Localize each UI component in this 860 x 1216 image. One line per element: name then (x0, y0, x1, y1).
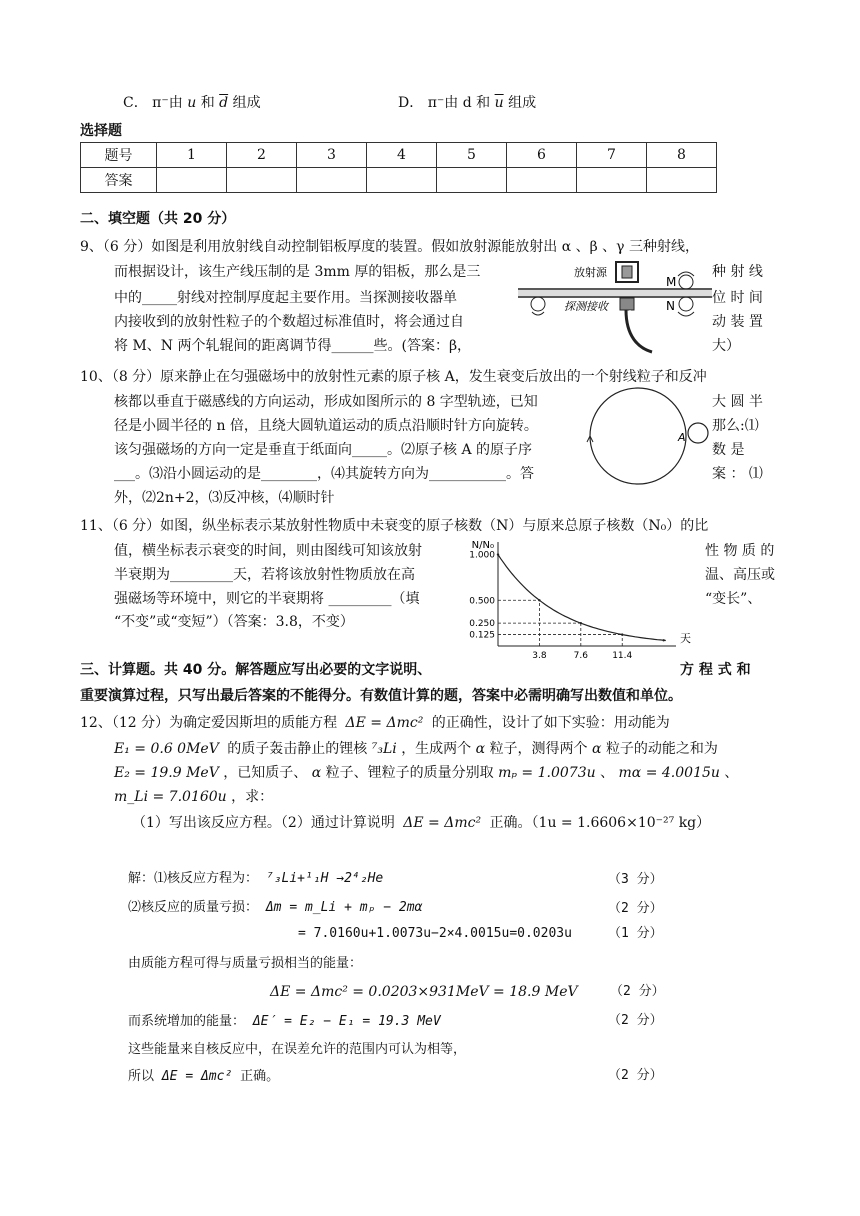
sol-s8eq: ΔE = Δmc² (161, 1069, 233, 1084)
q11-line3: 半衰期为_________天，若将该放射性物质放在高 (114, 567, 415, 583)
solution-line1 (128, 868, 383, 890)
q9-line3-right: 位 时 间 (712, 290, 763, 306)
sol-s1-points: （3 分） (608, 872, 663, 887)
sol-s2-points: （2 分） (608, 901, 663, 916)
q9-line2-right: 种 射 线 (712, 264, 763, 280)
section3-line1: 三、计算题。共 40 分。解答题应写出必要的文字说明、 (80, 662, 432, 678)
q12-l5b: 正确。（1u = 1.6606×10⁻²⁷ kg） (489, 815, 711, 831)
q10-line3-right: 那么:⑴ (712, 418, 759, 434)
source-label: 放射源 (574, 266, 607, 279)
x-axis-label: 天 (680, 632, 691, 645)
option-d-q2: $\overline{u}$ (494, 95, 504, 111)
x-tick-label: 3.8 (532, 651, 547, 661)
q12-alpha-1: α (475, 741, 486, 757)
section3-line2: 重要演算过程，只写出最后答案的不能得分。有数值计算的题，答案中必需明确写出数值和单位。 (80, 688, 682, 704)
data-point (580, 622, 582, 624)
sol-s5-points: （2 分） (610, 984, 665, 999)
q12-sep: 、 (600, 765, 615, 781)
q12-ma: mα = 4.0015u (618, 765, 720, 781)
q12-l2e: 粒子的动能之和为 (605, 741, 718, 757)
qnum-5: 5 (437, 143, 507, 168)
answer-cell-7[interactable] (577, 168, 647, 193)
answer-table-answer-row (81, 168, 717, 193)
option-c-q2: $\overline{d}$ (219, 95, 229, 111)
q10-line4: 该匀强磁场的方向一定是垂直于纸面向_____。⑵原子核 A 的原子序 (114, 442, 533, 458)
qnum-4: 4 (367, 143, 437, 168)
answer-table (80, 142, 717, 193)
detector-label: 探测接收 (564, 300, 608, 313)
answer-table-header-row (81, 143, 717, 168)
q12-eq1: ΔE = Δmc² (345, 715, 424, 731)
q12-line5 (132, 812, 710, 834)
sol-s3: = 7.0160u+1.0073u−2×4.0015u=0.0203u (298, 926, 572, 941)
sol-s4: 由质能方程可得与质量亏损相当的能量： (128, 956, 363, 971)
answer-cell-1[interactable] (157, 168, 227, 193)
sol-s8-points: （2 分） (608, 1068, 663, 1083)
x-tick-label: 7.6 (573, 651, 588, 661)
sol-s2a: ⑵核反应的质量亏损： (128, 900, 259, 915)
q12-line1 (80, 712, 670, 734)
sol-s5: ΔE = Δmc² = 0.0203×931MeV = 18.9 MeV (270, 984, 578, 1000)
y-tick-label: 1.000 (469, 550, 495, 561)
q11-line2: 值，横坐标表示衰变的时间，则由图线可知该放射 (114, 543, 422, 559)
solution-line8 (128, 1066, 279, 1088)
option-c-q1: u (187, 95, 197, 111)
rolling-mill-figure (518, 256, 712, 356)
q9-line1: 9、（6 分）如图是利用放射线自动控制铝板厚度的装置。假如放射源能放射出 α 、β 、γ 三种射线， (80, 239, 699, 255)
q11-line4: 强磁场等环境中，则它的半衰期将 _________（填 (114, 591, 420, 607)
sol-s2eq: Δm = m_Li + mₚ − 2mα (265, 900, 423, 915)
qnum-2: 2 (227, 143, 297, 168)
q10-line5-right: 案 ： ⑴ (712, 466, 763, 482)
y-tick-label: 0.125 (469, 630, 495, 641)
answer-cell-4[interactable] (367, 168, 437, 193)
q11-line1: 11、（6 分）如图，纵坐标表示某放射性物质中未衰变的原子核数（N）与原来总原子核数（N₀）的比 (80, 518, 709, 534)
qnum-6: 6 (507, 143, 577, 168)
q10-line2: 核都以垂直于磁感线的方向运动，形成如图所示的 8 字型轨迹，已知 (114, 394, 538, 410)
solution-line2 (128, 897, 422, 919)
q12-alpha-2: α (592, 741, 602, 757)
option-c-post: 组成 (232, 95, 261, 111)
y-tick-label: 0.250 (469, 619, 495, 630)
nucleus-a-label: A (678, 431, 686, 444)
sol-s6eq: ΔE′ = E₂ − E₁ = 19.3 MeV (252, 1014, 441, 1029)
q10-line6: 外，⑵2n+2，⑶反冲核，⑷顺时针 (114, 490, 335, 506)
q12-l1b: 的正确性，设计了如下实验：用动能为 (431, 715, 670, 731)
option-d (398, 93, 536, 113)
qnum-8: 8 (647, 143, 717, 168)
data-point (621, 633, 623, 635)
q12-mli: m_Li = 7.0160u (114, 789, 227, 805)
orbit-figure (582, 384, 710, 488)
q12-mp: mₚ = 1.0073u (498, 765, 596, 781)
answer-cell-5[interactable] (437, 168, 507, 193)
q12-e1: E₁ = 0.6 0MeV (114, 741, 219, 757)
answer-cell-8[interactable] (647, 168, 717, 193)
option-d-post: 组成 (508, 95, 537, 111)
solution-line6 (128, 1011, 441, 1033)
q12-l3c: 粒子、锂粒子的质量分别取 (325, 765, 494, 781)
q9-line4: 内接收到的放射性粒子的个数超过标准值时，将会通过自 (114, 314, 464, 330)
q12-line4 (114, 786, 273, 808)
option-c-pre: π⁻由 (152, 95, 183, 111)
roller-m-label: M (666, 275, 677, 289)
qnum-3: 3 (297, 143, 367, 168)
q10-line4-right: 数 是 (712, 442, 745, 458)
q12-line3 (114, 762, 738, 784)
q9-line5: 将 M、N 两个轧辊间的距离调节得______些。(答案：β， (114, 338, 472, 354)
q12-l3b: ，已知质子、 (223, 765, 308, 781)
option-d-letter: D． (398, 95, 424, 111)
option-c-mid: 和 (200, 95, 215, 111)
sol-s7: 这些能量来自核反应中，在误差允许的范围内可认为相等， (128, 1042, 467, 1057)
q12-l2b: 的质子轰击静止的锂核 (227, 741, 368, 757)
section2-title: 二、填空题（共 20 分） (80, 211, 236, 227)
q11-line5: “不变”或“变短”）（答案：3.8，不变） (114, 614, 354, 630)
y-axis-label: N/N₀ (471, 540, 494, 551)
section3-line1-right: 方 程 式 和 (680, 662, 751, 678)
y-tick-label: 0.500 (469, 596, 495, 607)
q9-line3: 中的_____射线对控制厚度起主要作用。当探测接收器单 (114, 290, 457, 306)
sol-s8a: 所以 (128, 1069, 155, 1084)
q12-e2: E₂ = 19.9 MeV (114, 765, 219, 781)
q12-l4b: ，求： (231, 789, 274, 805)
header-label: 题号 (81, 143, 157, 168)
sol-s1a: 解：⑴核反应方程为： (128, 871, 259, 886)
q12-l2c: ，生成两个 (401, 741, 472, 757)
answer-cell-6[interactable] (507, 168, 577, 193)
q9-line4-right: 动 装 置 (712, 314, 763, 330)
q10-line1: 10、（8 分）原来静止在匀强磁场中的放射性元素的原子核 A，发生衰变后放出的一个射线粒子和反冲 (80, 369, 707, 385)
q12-l5a: （1）写出该反应方程。（2）通过计算说明 (132, 815, 395, 831)
roller-n-label: N (666, 299, 675, 313)
qnum-7: 7 (577, 143, 647, 168)
q12-sep-2: 、 (724, 765, 739, 781)
q12-eq1-repeat: ΔE = Δmc² (403, 815, 482, 831)
data-point (662, 639, 664, 641)
answer-cell-2[interactable] (227, 168, 297, 193)
option-d-pre: π⁻由 d 和 (427, 95, 491, 111)
q9-line5-right: 大） (712, 338, 740, 354)
sol-s3-points: （1 分） (608, 926, 663, 941)
q12-l2d: 粒子，测得两个 (489, 741, 588, 757)
x-tick-label: 11.4 (612, 651, 633, 661)
q10-line5: ___。⑶沿小圆运动的是________，⑷其旋转方向为___________。答 (114, 466, 534, 482)
sol-s1eq: ⁷₃Li+¹₁H →2⁴₂He (265, 871, 384, 886)
answer-cell-3[interactable] (297, 168, 367, 193)
q10-line2-right: 大 圆 半 (712, 394, 763, 410)
q11-line4-right: “变长”、 (705, 591, 762, 607)
decay-curve (498, 555, 666, 641)
q12-l1a: 12、（12 分）为确定爱因斯坦的质能方程 (80, 715, 338, 731)
q12-li: ⁷₃Li (371, 741, 397, 757)
q9-line2: 而根据设计，该生产线压制的是 3mm 厚的铝板，那么是三 (114, 264, 481, 280)
answer-label: 答案 (81, 168, 157, 193)
sol-s6-points: （2 分） (608, 1013, 663, 1028)
q10-line3: 径是小圆半径的 n 倍，且绕大圆轨道运动的质点沿顺时针方向旋转。 (114, 418, 538, 434)
sol-s8b: 正确。 (240, 1069, 280, 1084)
q11-line2-right: 性 物 质 的 (705, 543, 775, 559)
q12-alpha-3: α (311, 765, 322, 781)
q11-line3-right: 温、高压或 (705, 567, 775, 583)
q12-line2 (114, 738, 718, 760)
sol-s6a: 而系统增加的能量： (128, 1014, 246, 1029)
data-point (538, 599, 540, 601)
data-point (497, 553, 499, 555)
option-c (123, 93, 261, 113)
qnum-1: 1 (157, 143, 227, 168)
decay-chart (462, 534, 691, 668)
mcq-title: 选择题 (80, 123, 122, 139)
option-c-letter: C． (123, 95, 148, 111)
